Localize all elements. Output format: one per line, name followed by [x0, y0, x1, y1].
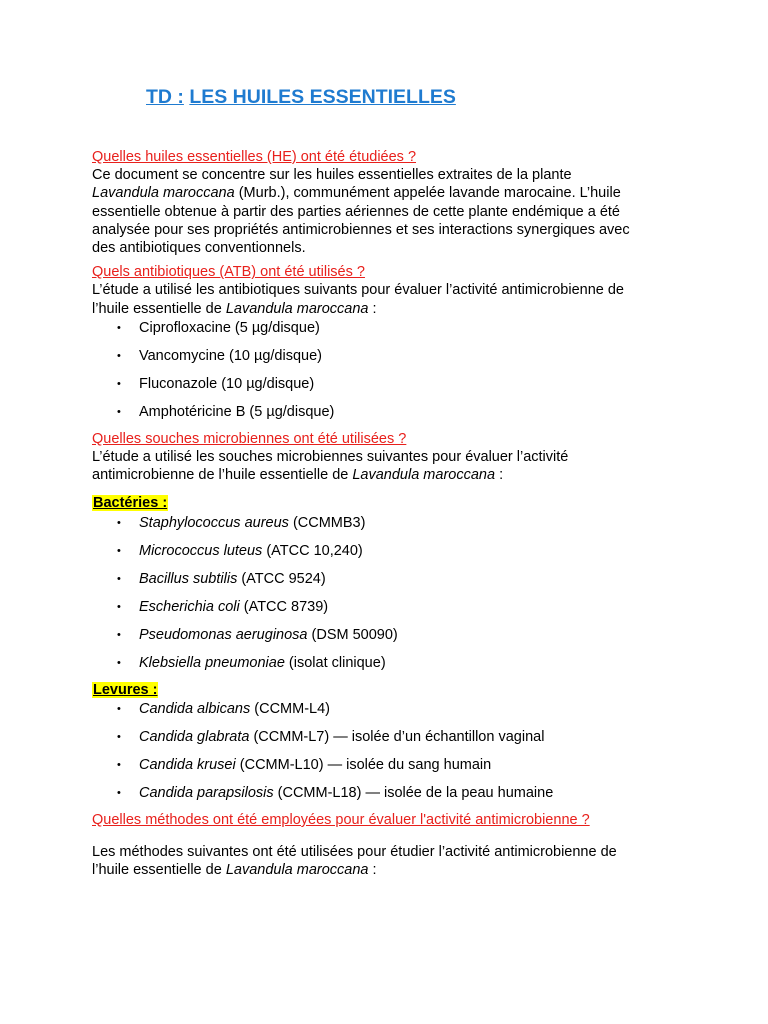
strain-detail: (ATCC 10,240)	[262, 542, 363, 559]
list-item	[92, 513, 692, 541]
list-item	[92, 569, 692, 597]
title-main: LES HUILES ESSENTIELLES	[189, 86, 456, 108]
bullet-icon: •	[117, 377, 121, 390]
paragraph-text: antimicrobienne de l’huile essentielle de	[92, 467, 353, 484]
paragraph-line	[92, 466, 692, 484]
strain-detail: (ATCC 8739)	[239, 598, 329, 615]
list-item	[92, 727, 692, 755]
paragraph-line: des antibiotiques conventionnels.	[92, 240, 306, 257]
list-item	[92, 699, 692, 727]
strain-detail: (CCMM-L7) — isolée d’un échantillon vaginal	[249, 728, 545, 745]
strain-detail: (CCMM-L10) — isolée du sang humain	[235, 756, 492, 773]
species-name: Pseudomonas aeruginosa	[139, 626, 308, 643]
bullet-icon: •	[117, 349, 121, 362]
species-name: Candida parapsilosis	[139, 784, 274, 801]
list-item	[92, 755, 692, 783]
species-name: Bacillus subtilis	[139, 570, 238, 587]
list-item	[92, 318, 692, 346]
list-item-text: Fluconazole (10 µg/disque)	[139, 375, 315, 392]
bacteria-list	[92, 513, 692, 681]
paragraph-line: L’étude a utilisé les souches microbiennes suivantes pour évaluer l’activité	[92, 449, 569, 466]
bullet-icon: •	[117, 516, 121, 529]
paragraph-text: :	[495, 467, 504, 484]
bullet-icon: •	[117, 544, 121, 557]
species-name: Lavandula maroccana	[225, 862, 369, 879]
list-item	[92, 783, 692, 811]
list-item	[92, 541, 692, 569]
yeasts-label: Levures :	[93, 681, 158, 698]
paragraph-text: :	[368, 862, 377, 879]
document-body	[92, 148, 692, 879]
strain-detail: (ATCC 9524)	[237, 570, 326, 587]
question-atb-used: Quels antibiotiques (ATB) ont été utilisés ?	[92, 264, 365, 281]
paragraph-line	[92, 184, 692, 202]
species-name: Lavandula maroccana	[352, 467, 496, 484]
paragraph-line: Ce document se concentre sur les huiles essentielles extraites de la plante	[92, 167, 572, 184]
list-item	[92, 597, 692, 625]
paragraph-line: analysée pour ses propriétés antimicrobiennes et ses interactions synergiques avec	[92, 221, 630, 238]
species-name: Lavandula maroccana	[225, 300, 369, 317]
bullet-icon: •	[117, 656, 121, 669]
strain-detail: (isolat clinique)	[284, 654, 386, 671]
species-name: Micrococcus luteus	[139, 542, 263, 559]
bullet-icon: •	[117, 600, 121, 613]
list-item	[92, 402, 692, 430]
list-item	[92, 625, 692, 653]
species-name: Candida glabrata	[139, 728, 250, 745]
bacteria-label: Bactéries :	[93, 495, 168, 512]
paragraph-text: l’huile essentielle de	[92, 862, 226, 879]
bullet-icon: •	[117, 628, 121, 641]
list-item	[92, 653, 692, 681]
species-name: Lavandula maroccana	[92, 185, 235, 202]
list-item-text: Vancomycine (10 µg/disque)	[139, 347, 322, 364]
list-item	[92, 346, 692, 374]
question-he-studied: Quelles huiles essentielles (HE) ont été étudiées ?	[92, 149, 417, 165]
species-name: Candida albicans	[139, 700, 251, 717]
paragraph-line: L’étude a utilisé les antibiotiques suivants pour évaluer l’activité antimicrobienne de	[92, 282, 624, 299]
paragraph-line: Les méthodes suivantes ont été utilisées pour étudier l’activité antimicrobienne de	[92, 844, 617, 861]
strain-detail: (CCMM-L4)	[250, 700, 330, 717]
species-name: Staphylococcus aureus	[139, 514, 289, 531]
list-item-text: Amphotéricine B (5 µg/disque)	[139, 403, 335, 420]
bullet-icon: •	[117, 405, 121, 418]
strain-detail: (CCMM-L18) — isolée de la peau humaine	[273, 784, 554, 801]
page-title	[146, 86, 456, 109]
title-prefix: TD :	[146, 86, 184, 108]
yeasts-heading	[92, 681, 692, 699]
paragraph-text: (Murb.), communément appelée lavande marocaine. L’huile	[234, 185, 621, 202]
question-methods: Quelles méthodes ont été employées pour évaluer l'activité antimicrobienne ?	[92, 811, 590, 828]
bullet-icon: •	[117, 758, 121, 771]
bullet-icon: •	[117, 702, 121, 715]
paragraph-text: l’huile essentielle de	[92, 300, 226, 317]
species-name: Escherichia coli	[139, 598, 240, 615]
antibiotics-list	[92, 318, 692, 430]
bullet-icon: •	[117, 321, 121, 334]
paragraph-line	[92, 861, 692, 879]
list-item-text: Ciprofloxacine (5 µg/disque)	[139, 319, 320, 336]
species-name: Klebsiella pneumoniae	[139, 654, 285, 671]
paragraph-line: essentielle obtenue à partir des parties aériennes de cette plante endémique a été	[92, 203, 620, 220]
bullet-icon: •	[117, 730, 121, 743]
yeasts-list	[92, 699, 692, 811]
strain-detail: (DSM 50090)	[307, 626, 398, 643]
paragraph-line	[92, 300, 692, 318]
paragraph-text: :	[368, 300, 377, 317]
strain-detail: (CCMMB3)	[288, 514, 366, 531]
bacteria-heading	[92, 494, 692, 512]
species-name: Candida krusei	[139, 756, 236, 773]
bullet-icon: •	[117, 572, 121, 585]
bullet-icon: •	[117, 786, 121, 799]
question-strains-used: Quelles souches microbiennes ont été utilisées ?	[92, 430, 407, 447]
list-item	[92, 374, 692, 402]
